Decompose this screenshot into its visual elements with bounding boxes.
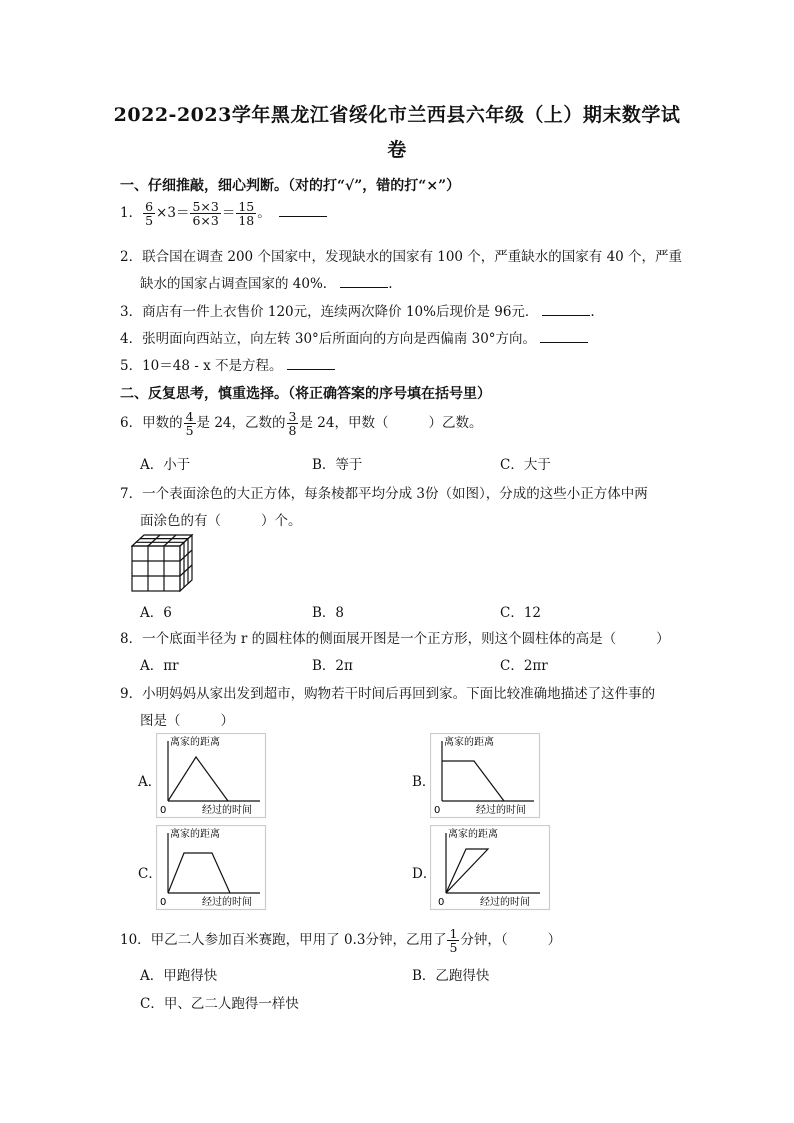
q1-equals: ＝ bbox=[221, 205, 236, 222]
q5-text: 5．10＝48 - x 不是方程。 bbox=[120, 358, 283, 374]
q1-f2-denominator: 6×3 bbox=[192, 213, 219, 229]
q8-option-c[interactable]: C．2πr bbox=[500, 658, 548, 674]
question-1 bbox=[120, 200, 327, 227]
q3-end: . bbox=[590, 304, 595, 320]
q9-b-origin: 0 bbox=[434, 805, 441, 816]
q6-f2-denominator: 8 bbox=[288, 423, 297, 439]
q7-text-a: 面涂色的有（ bbox=[140, 513, 221, 529]
q9-c-x-label: 经过的时间 bbox=[202, 897, 252, 908]
question-7-line-2 bbox=[140, 509, 302, 529]
q7-option-b[interactable]: B．8 bbox=[312, 605, 345, 621]
q10-text-b: 分钟，（ bbox=[460, 932, 508, 949]
q9-option-b[interactable]: B． bbox=[412, 774, 436, 790]
q10-option-c[interactable]: C．甲、乙二人跑得一样快 bbox=[140, 996, 299, 1012]
q8-option-a[interactable]: A．πr bbox=[140, 658, 179, 674]
q1-f3-denominator: 18 bbox=[238, 213, 255, 229]
q6-text-c: 是 24，甲数（ bbox=[299, 415, 389, 432]
question-9-line-1: 9．小明妈妈从家出发到超市，购物若干时间后再回到家。下面比较准确地描述了这件事的 bbox=[120, 686, 656, 702]
q9-d-origin: 0 bbox=[438, 897, 445, 908]
q10-denominator: 5 bbox=[449, 940, 458, 956]
q6-fraction-2 bbox=[287, 410, 299, 437]
question-2-line-2 bbox=[140, 272, 393, 292]
q9-a-x-label: 经过的时间 bbox=[202, 805, 252, 816]
q1-f2-numerator: 5×3 bbox=[192, 199, 219, 214]
q9-b-x-label: 经过的时间 bbox=[476, 805, 526, 816]
q5-answer-blank[interactable] bbox=[287, 357, 335, 370]
q10-fraction bbox=[447, 927, 459, 954]
q9-option-a[interactable]: A． bbox=[138, 774, 162, 790]
question-7-line-1: 7．一个表面涂色的大正方体，每条棱都平均分成 3份（如图），分成的这些小正方体中两 bbox=[120, 486, 648, 502]
question-4 bbox=[120, 327, 588, 347]
q7-option-c[interactable]: C．12 bbox=[500, 605, 542, 621]
question-10 bbox=[120, 927, 561, 954]
q1-fraction-3 bbox=[236, 200, 256, 227]
q2-answer-blank[interactable] bbox=[340, 275, 388, 288]
q1-fraction-1 bbox=[143, 200, 155, 227]
q1-end: 。 bbox=[257, 205, 271, 222]
q6-text-d: ）乙数。 bbox=[428, 415, 483, 432]
question-2-line-1: 2．联合国在调查 200 个国家中，发现缺水的国家有 100 个，严重缺水的国家有 40 个，严重 bbox=[120, 249, 683, 265]
q6-fraction-1 bbox=[184, 410, 196, 437]
q9-text-b: ） bbox=[220, 713, 234, 729]
q1-f1-numerator: 6 bbox=[145, 199, 154, 214]
question-6 bbox=[120, 410, 482, 437]
q4-answer-blank[interactable] bbox=[540, 330, 588, 343]
q3-answer-blank[interactable] bbox=[542, 303, 590, 316]
q9-option-d[interactable]: D． bbox=[412, 866, 437, 882]
cube-figure bbox=[131, 534, 195, 592]
exam-title-line1: 2022-2023学年黑龙江省绥化市兰西县六年级（上）期末数学试 bbox=[113, 104, 681, 126]
q3-text: 3．商店有一件上衣售价 120元，连续两次降价 10%后现价是 96元． bbox=[120, 304, 539, 320]
q6-text-a: 6．甲数的 bbox=[120, 415, 183, 432]
q10-option-a[interactable]: A．甲跑得快 bbox=[140, 968, 218, 984]
q6-f2-numerator: 3 bbox=[288, 409, 297, 424]
q9-d-x-label: 经过的时间 bbox=[480, 897, 530, 908]
q1-answer-blank[interactable] bbox=[279, 204, 327, 217]
q6-option-a[interactable]: A．小于 bbox=[140, 457, 191, 473]
q6-text-b: 是 24，乙数的 bbox=[196, 415, 286, 432]
exam-title-line2: 卷 bbox=[387, 139, 407, 161]
q9-a-origin: 0 bbox=[160, 805, 167, 816]
q1-f3-numerator: 15 bbox=[238, 199, 255, 214]
q9-graph-b bbox=[430, 733, 542, 819]
q1-fraction-2 bbox=[190, 200, 220, 227]
q6-option-c[interactable]: C．大于 bbox=[500, 457, 551, 473]
q9-graph-a bbox=[156, 733, 268, 819]
q10-text-a: 10．甲乙二人参加百米赛跑，甲用了 0.3分钟，乙用了 bbox=[120, 932, 447, 949]
question-3 bbox=[120, 300, 595, 320]
q8-text-a: 8．一个底面半径为 r 的圆柱体的侧面展开图是一个正方形，则这个圆柱体的高是（ bbox=[120, 631, 617, 647]
q6-f1-numerator: 4 bbox=[185, 409, 194, 424]
q9-graph-d bbox=[430, 825, 552, 911]
q7-text-b: ）个。 bbox=[261, 513, 302, 529]
q9-c-y-label: 离家的距离 bbox=[170, 829, 220, 840]
q8-option-b[interactable]: B．2π bbox=[312, 658, 353, 674]
question-8 bbox=[120, 627, 670, 647]
q9-graph-c bbox=[156, 825, 268, 911]
q6-f1-denominator: 5 bbox=[185, 423, 194, 439]
section-2-heading: 二、反复思考，慎重选择。（将正确答案的序号填在括号里） bbox=[120, 386, 491, 402]
q7-option-a[interactable]: A．6 bbox=[140, 605, 172, 621]
section-1-heading: 一、仔细推敲，细心判断。（对的打“√”，错的打“×”） bbox=[120, 178, 461, 194]
q1-number: 1． bbox=[120, 205, 143, 222]
q9-c-origin: 0 bbox=[160, 897, 167, 908]
question-9-line-2 bbox=[140, 709, 234, 729]
q1-times: ×3＝ bbox=[156, 205, 190, 222]
q2-end: . bbox=[388, 276, 393, 292]
q9-option-c[interactable]: C． bbox=[138, 866, 162, 882]
q6-option-b[interactable]: B．等于 bbox=[312, 457, 363, 473]
q4-text: 4．张明面向西站立，向左转 30°后所面向的方向是西偏南 30°方向。 bbox=[120, 331, 537, 347]
q8-text-b: ） bbox=[656, 631, 670, 647]
q10-option-b[interactable]: B．乙跑得快 bbox=[412, 968, 490, 984]
q2-text: 缺水的国家占调查国家的 40%． bbox=[140, 276, 337, 292]
q10-numerator: 1 bbox=[449, 926, 458, 941]
q10-text-c: ） bbox=[547, 932, 562, 949]
q9-a-y-label: 离家的距离 bbox=[170, 737, 220, 748]
q9-text-a: 图是（ bbox=[140, 713, 181, 729]
q1-f1-denominator: 5 bbox=[145, 213, 154, 229]
q9-d-y-label: 离家的距离 bbox=[448, 829, 498, 840]
question-5 bbox=[120, 354, 335, 374]
q9-b-y-label: 离家的距离 bbox=[444, 737, 494, 748]
